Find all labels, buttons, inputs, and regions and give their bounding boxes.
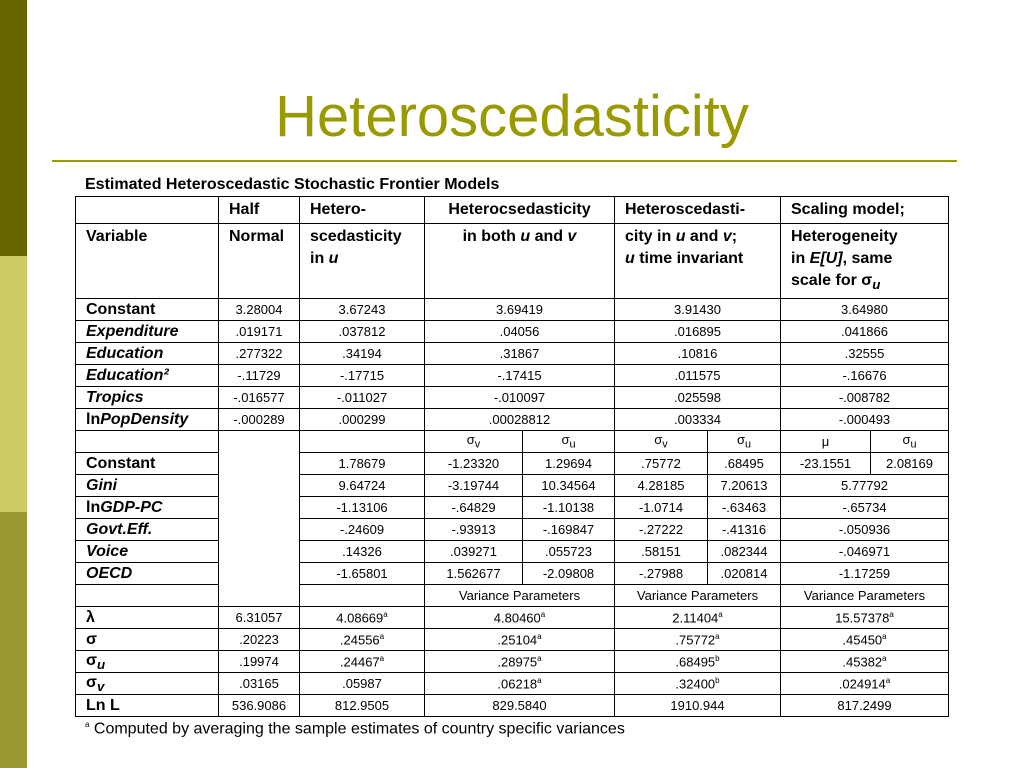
cell-hetero: .000299 [300, 409, 425, 431]
header-row-top [76, 197, 949, 224]
cell-scaling: -1.17259 [781, 563, 949, 585]
cell-param: 1910.944 [615, 695, 781, 717]
cell-timeinv-su: 7.20613 [708, 475, 781, 497]
cell-hetero: 1.78679 [300, 453, 425, 475]
cell-param: .28975$^a$ [425, 651, 615, 673]
cell-scaling: .32555 [781, 343, 949, 365]
cell-param: 2.11404$^a$ [615, 607, 781, 629]
cell-half-normal: -.016577 [219, 387, 300, 409]
variance-params-label: Variance Parameters [781, 585, 949, 607]
header-half-2: Normal [219, 224, 300, 299]
variance-params-label: Variance Parameters [615, 585, 781, 607]
row-label: $\sigma_u$ [76, 651, 219, 673]
row-label: Education² [76, 365, 219, 387]
cell-hetero: -.17715 [300, 365, 425, 387]
cell-param: 829.5840 [425, 695, 615, 717]
table-row [76, 321, 949, 343]
cell-param: .75772$^a$ [615, 629, 781, 651]
results-table [75, 196, 949, 717]
cell-both-sv: 1.562677 [425, 563, 523, 585]
header-hetero: Hetero- [300, 197, 425, 224]
cell-half-normal: .019171 [219, 321, 300, 343]
cell-both-sv: .039271 [425, 541, 523, 563]
header-both: Heterocsedasticity [425, 197, 615, 224]
cell-hetero: .34194 [300, 343, 425, 365]
row-label: lnGDP-PC [76, 497, 219, 519]
cell-both-su: 10.34564 [523, 475, 615, 497]
table-row [76, 651, 949, 673]
row-label: lnPopDensity [76, 409, 219, 431]
cell-both: .00028812 [425, 409, 615, 431]
cell-timeinv-sv: -.27222 [615, 519, 708, 541]
footnote-text: Computed by averaging the sample estimates of country specific variances [89, 720, 625, 738]
row-label: Constant [76, 299, 219, 321]
blank-half-normal-block [219, 431, 300, 607]
cell-both-su: -1.10138 [523, 497, 615, 519]
cell-param: 6.31057 [219, 607, 300, 629]
cell-scaling: -.16676 [781, 365, 949, 387]
header-scaling: Scaling model; [781, 197, 949, 224]
cell-param: .03165 [219, 673, 300, 695]
header-variable: Variable [76, 224, 219, 299]
cell-both: -.010097 [425, 387, 615, 409]
cell-scaling: 3.64980 [781, 299, 949, 321]
cell-param: .32400$^b$ [615, 673, 781, 695]
cell-scaling: -.046971 [781, 541, 949, 563]
table-row [76, 695, 949, 717]
cell-timeinv-su: .020814 [708, 563, 781, 585]
table-row [76, 409, 949, 431]
row-label: Ln L [76, 695, 219, 717]
cell-param: 4.80460$^a$ [425, 607, 615, 629]
cell-hetero: 3.67243 [300, 299, 425, 321]
table-row [76, 299, 949, 321]
cell-timeinv: 3.91430 [615, 299, 781, 321]
row-label: λ [76, 607, 219, 629]
cell-half-normal: -.11729 [219, 365, 300, 387]
slide-title: Heteroscedasticity [275, 84, 749, 149]
header-timeinv: Heteroscedasti- [615, 197, 781, 224]
header-hetero-2: scedasticity in u [300, 224, 425, 299]
cell-hetero: -.24609 [300, 519, 425, 541]
table-row [76, 519, 949, 541]
cell-hetero: -.011027 [300, 387, 425, 409]
footnote [85, 720, 625, 738]
cell-timeinv-su: -.41316 [708, 519, 781, 541]
cell-timeinv: .025598 [615, 387, 781, 409]
cell-both-su: -.169847 [523, 519, 615, 541]
cell-both: .31867 [425, 343, 615, 365]
cell-scaling: 5.77792 [781, 475, 949, 497]
table-row [76, 343, 949, 365]
cell-param: .24467$^a$ [300, 651, 425, 673]
cell-both-sv: -1.23320 [425, 453, 523, 475]
footnote-marker: a [85, 720, 90, 729]
cell-param: .05987 [300, 673, 425, 695]
sidebar-band-mid [0, 512, 27, 768]
sub-header-cell: $\sigma_v$ [425, 431, 523, 453]
table-row [76, 541, 949, 563]
cell-scaling: -.000493 [781, 409, 949, 431]
header-row-bottom [76, 224, 949, 299]
blank-cell [300, 431, 425, 453]
cell-param: .20223 [219, 629, 300, 651]
cell-both-su: -2.09808 [523, 563, 615, 585]
cell-scaling: .041866 [781, 321, 949, 343]
variance-params-label: Variance Parameters [425, 585, 615, 607]
cell-param: .25104$^a$ [425, 629, 615, 651]
cell-timeinv-sv: .58151 [615, 541, 708, 563]
header-timeinv-2: city in u and v; u time invariant [615, 224, 781, 299]
row-label: Tropics [76, 387, 219, 409]
cell-timeinv-sv: .75772 [615, 453, 708, 475]
cell-param: 536.9086 [219, 695, 300, 717]
cell-timeinv-su: .68495 [708, 453, 781, 475]
cell-hetero: .14326 [300, 541, 425, 563]
cell-timeinv: .011575 [615, 365, 781, 387]
cell-hetero: -1.65801 [300, 563, 425, 585]
cell-scaling-mu: -23.1551 [781, 453, 871, 475]
cell-scaling-su: 2.08169 [871, 453, 949, 475]
sub-header-cell: $\sigma_u$ [708, 431, 781, 453]
cell-timeinv: .016895 [615, 321, 781, 343]
cell-param: 817.2499 [781, 695, 949, 717]
sub-header-cell: $\sigma_u$ [871, 431, 949, 453]
cell-both: .04056 [425, 321, 615, 343]
cell-both: 3.69419 [425, 299, 615, 321]
header-scaling-2: Heterogeneity in E[U], same scale for $\sigma_u$ [781, 224, 949, 299]
table-row [76, 453, 949, 475]
row-label: Voice [76, 541, 219, 563]
cell-param: 4.08669$^a$ [300, 607, 425, 629]
sub-header-cell: $\sigma_u$ [523, 431, 615, 453]
cell-hetero: -1.13106 [300, 497, 425, 519]
title-divider [52, 160, 957, 162]
table-row [76, 673, 949, 695]
table-row [76, 475, 949, 497]
cell-timeinv-sv: 4.28185 [615, 475, 708, 497]
cell-param: 15.57378$^a$ [781, 607, 949, 629]
cell-hetero: .037812 [300, 321, 425, 343]
row-label: OECD [76, 563, 219, 585]
sub-header-cell: $\sigma_v$ [615, 431, 708, 453]
cell-param: .45382$^a$ [781, 651, 949, 673]
header-both-2: in both u and v [425, 224, 615, 299]
blank-cell [76, 585, 219, 607]
row-label: Govt.Eff. [76, 519, 219, 541]
table-row [76, 365, 949, 387]
cell-half-normal: -.000289 [219, 409, 300, 431]
sub-header-row [76, 431, 949, 453]
cell-both-su: .055723 [523, 541, 615, 563]
cell-timeinv-sv: -1.0714 [615, 497, 708, 519]
row-label: Expenditure [76, 321, 219, 343]
table-row [76, 387, 949, 409]
cell-timeinv-su: -.63463 [708, 497, 781, 519]
cell-timeinv: .10816 [615, 343, 781, 365]
cell-param: .19974 [219, 651, 300, 673]
cell-param: 812.9505 [300, 695, 425, 717]
sub-header-cell: μ [781, 431, 871, 453]
cell-both-sv: -3.19744 [425, 475, 523, 497]
cell-both-sv: -.93913 [425, 519, 523, 541]
cell-timeinv-su: .082344 [708, 541, 781, 563]
cell-both-su: 1.29694 [523, 453, 615, 475]
cell-hetero: 9.64724 [300, 475, 425, 497]
cell-half-normal: .277322 [219, 343, 300, 365]
cell-both-sv: -.64829 [425, 497, 523, 519]
cell-both: -.17415 [425, 365, 615, 387]
table-caption: Estimated Heteroscedastic Stochastic Frontier Models [85, 176, 500, 193]
table-row [76, 563, 949, 585]
table-row [76, 629, 949, 651]
table-row [76, 607, 949, 629]
header-half: Half [219, 197, 300, 224]
cell-timeinv-sv: -.27988 [615, 563, 708, 585]
cell-param: .24556$^a$ [300, 629, 425, 651]
row-label: Education [76, 343, 219, 365]
cell-scaling: -.008782 [781, 387, 949, 409]
cell-timeinv: .003334 [615, 409, 781, 431]
row-label: Gini [76, 475, 219, 497]
sidebar-band-light [0, 256, 27, 512]
row-label: Constant [76, 453, 219, 475]
cell-param: .06218$^a$ [425, 673, 615, 695]
cell-half-normal: 3.28004 [219, 299, 300, 321]
variance-params-row [76, 585, 949, 607]
cell-param: .45450$^a$ [781, 629, 949, 651]
cell-scaling: -.65734 [781, 497, 949, 519]
row-label: σ [76, 629, 219, 651]
cell-scaling: -.050936 [781, 519, 949, 541]
cell-param: .68495$^b$ [615, 651, 781, 673]
row-label: $\sigma_v$ [76, 673, 219, 695]
blank-cell [76, 431, 219, 453]
cell-param: .024914$^a$ [781, 673, 949, 695]
table-row [76, 497, 949, 519]
blank-cell [300, 585, 425, 607]
